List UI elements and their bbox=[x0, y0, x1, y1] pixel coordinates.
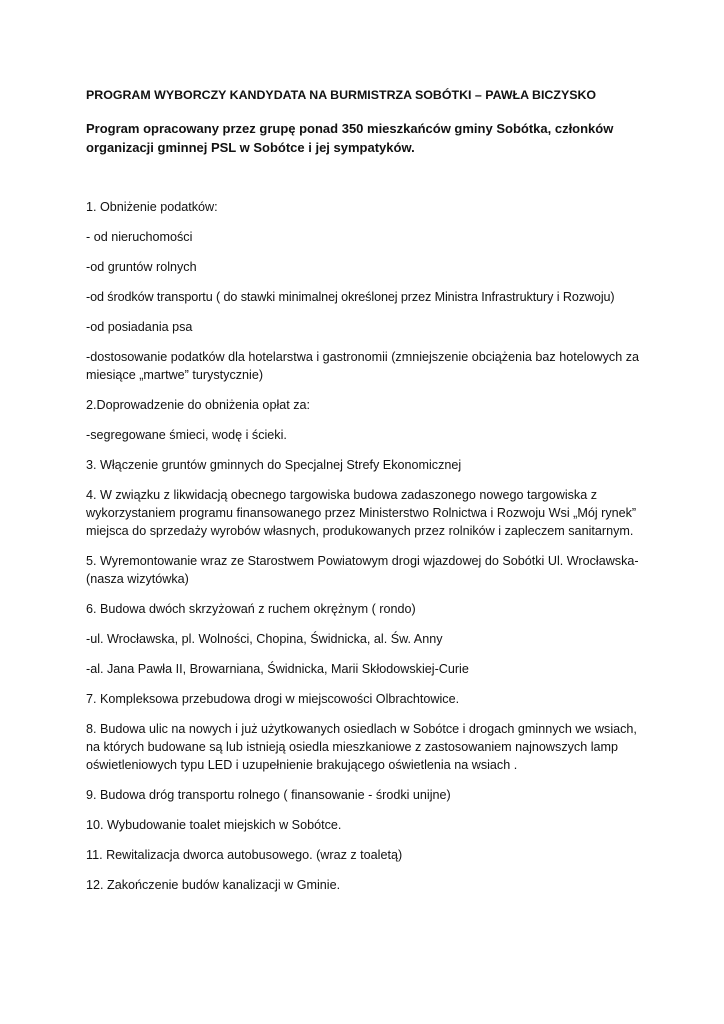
program-item: -dostosowanie podatków dla hotelarstwa i gastronomii (zmniejszenie obciążenia baz hotelowych za miesiące „martwe” turystycznie) bbox=[86, 350, 640, 382]
program-item: 3. Włączenie gruntów gminnych do Specjalnej Strefy Ekonomicznej bbox=[86, 458, 462, 472]
program-item: 2.Doprowadzenie do obniżenia opłat za: bbox=[86, 398, 311, 412]
program-item: 10. Wybudowanie toalet miejskich w Sobótce. bbox=[86, 818, 342, 832]
program-item: -al. Jana Pawła II, Browarniana, Świdnicka, Marii Skłodowskiej-Curie bbox=[86, 662, 469, 676]
program-item: 4. W związku z likwidacją obecnego targowiska budowa zadaszonego nowego targowiska z wykorzystaniem programu finansowanego przez Ministerstwo Rolnictwa i Rozwoju Wsi „Mój rynek” miejsca do sprzedaży wyrobów własnych, produkowanych przez rolników i zapleczem sanitarnym. bbox=[86, 488, 637, 538]
program-list bbox=[86, 198, 642, 906]
program-item: 1. Obniżenie podatków: bbox=[86, 200, 218, 214]
program-item: -od gruntów rolnych bbox=[86, 260, 197, 274]
document-header bbox=[86, 86, 642, 157]
program-item: 5. Wyremontowanie wraz ze Starostwem Powiatowym drogi wjazdowej do Sobótki Ul. Wrocławska- (nasza wizytówka) bbox=[86, 554, 639, 586]
document-title: PROGRAM WYBORCZY KANDYDATA NA BURMISTRZA SOBÓTKI – PAWŁA BICZYSKO bbox=[86, 88, 597, 102]
program-item: 9. Budowa dróg transportu rolnego ( finansowanie - środki unijne) bbox=[86, 788, 451, 802]
program-item: 7. Kompleksowa przebudowa drogi w miejscowości Olbrachtowice. bbox=[86, 692, 460, 706]
program-item: 12. Zakończenie budów kanalizacji w Gminie. bbox=[86, 878, 341, 892]
program-item: 8. Budowa ulic na nowych i już użytkowanych osiedlach w Sobótce i drogach gminnych we wsiach, na których budowane są lub istnieją osiedla mieszkaniowe z zastosowaniem najnowszych lamp oświetleniowych typu LED i uzupełnienie brakującego oświetlenia na wsiach . bbox=[86, 722, 637, 772]
program-item: 6. Budowa dwóch skrzyżowań z ruchem okrężnym ( rondo) bbox=[86, 602, 416, 616]
program-item: -od posiadania psa bbox=[86, 320, 193, 334]
program-item: -ul. Wrocławska, pl. Wolności, Chopina, Świdnicka, al. Św. Anny bbox=[86, 632, 443, 646]
program-item: 11. Rewitalizacja dworca autobusowego. (wraz z toaletą) bbox=[86, 848, 403, 862]
program-item: -od środków transportu ( do stawki minimalnej określonej przez Ministra Infrastruktury i Rozwoju) bbox=[86, 290, 615, 304]
program-item: -segregowane śmieci, wodę i ścieki. bbox=[86, 428, 287, 442]
document-subtitle: Program opracowany przez grupę ponad 350 mieszkańców gminy Sobótka, członków organizacji gminnej PSL w Sobótce i jej sympatyków. bbox=[86, 121, 614, 155]
program-item: - od nieruchomości bbox=[86, 230, 193, 244]
